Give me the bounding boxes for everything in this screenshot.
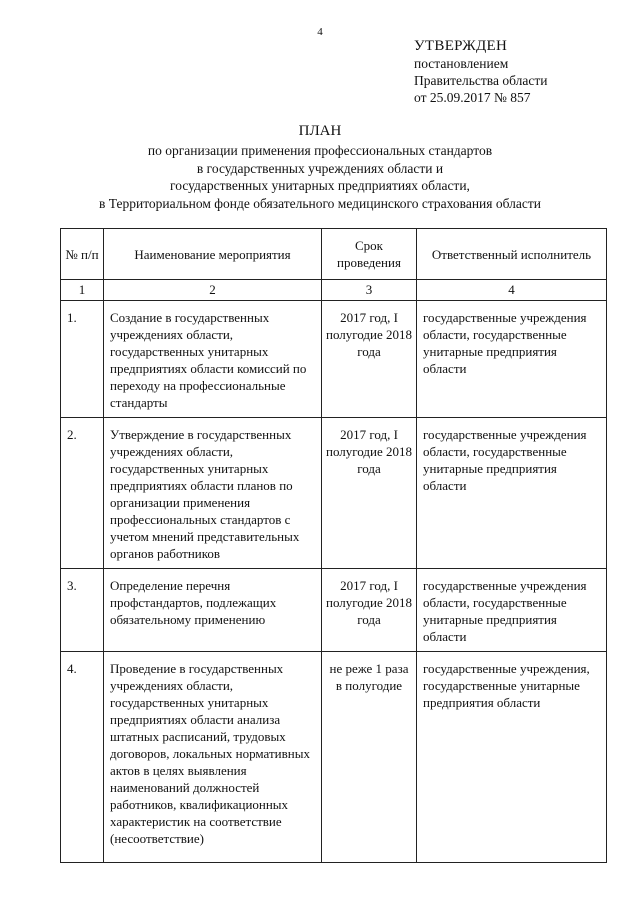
title-line: государственных унитарных предприятиях области, [170, 178, 470, 193]
table-row [61, 418, 607, 569]
table-index-row [61, 280, 607, 301]
row-num: 1. [61, 301, 104, 418]
table-row [61, 301, 607, 418]
title-line: в Территориальном фонде обязательного медицинского страхования области [99, 195, 541, 211]
plan-table [60, 228, 607, 863]
index-cell: 2 [104, 280, 322, 301]
index-cell: 4 [417, 280, 607, 301]
table-row [61, 569, 607, 652]
row-name: Создание в государственных учреждениях области, государственных унитарных предприятиях области комиссий по переходу на профессиональные стандарты [104, 301, 322, 418]
row-num: 3. [61, 569, 104, 652]
row-num: 4. [61, 652, 104, 863]
row-name: Определение перечня профстандартов, подлежащих обязательному применению [104, 569, 322, 652]
title-line: в государственных учреждениях области и [196, 160, 444, 176]
approval-stamp [414, 38, 547, 106]
index-cell: 1 [61, 280, 104, 301]
row-num: 2. [61, 418, 104, 569]
row-term: 2017 год, I полугодие 2018 года [322, 301, 417, 418]
row-term: 2017 год, I полугодие 2018 года [322, 569, 417, 652]
header-name: Наименование мероприятия [104, 229, 322, 280]
index-cell: 3 [322, 280, 417, 301]
table-header-row [61, 229, 607, 280]
row-name: Проведение в государственных учреждениях области, государственных унитарных предприятиях области анализа штатных расписаний, трудовых договоров, локальных нормативных актов в целях выявления наименований должностей работников, квалификационных характеристик на соответствие (несоответствие) [104, 652, 322, 863]
row-resp: государственные учреждения области, государственные унитарные предприятия области [417, 418, 607, 569]
row-term: 2017 год, I полугодие 2018 года [322, 418, 417, 569]
row-resp: государственные учреждения, государственные унитарные предприятия области [417, 652, 607, 863]
document-title [0, 122, 640, 212]
approval-line: постановлением [414, 56, 509, 71]
title-heading: ПЛАН [298, 123, 342, 139]
row-resp: государственные учреждения области, государственные унитарные предприятия области [417, 301, 607, 418]
approval-date: от 25.09.2017 № 857 [414, 90, 531, 105]
row-resp: государственные учреждения области, государственные унитарные предприятия области [417, 569, 607, 652]
row-term: не реже 1 раза в полугодие [322, 652, 417, 863]
header-num: № п/п [61, 229, 104, 280]
title-line: по организации применения профессиональных стандартов [147, 143, 493, 158]
header-term: Срок проведения [322, 229, 417, 280]
table-row [61, 652, 607, 863]
approval-heading: УТВЕРЖДЕН [414, 38, 508, 54]
row-name: Утверждение в государственных учреждениях области, государственных унитарных предприятиях области планов по организации применения профессиональных стандартов с учетом мнений представительных органов работников [104, 418, 322, 569]
approval-line: Правительства области [414, 73, 548, 88]
page-number: 4 [317, 26, 323, 38]
header-resp: Ответственный исполнитель [417, 229, 607, 280]
